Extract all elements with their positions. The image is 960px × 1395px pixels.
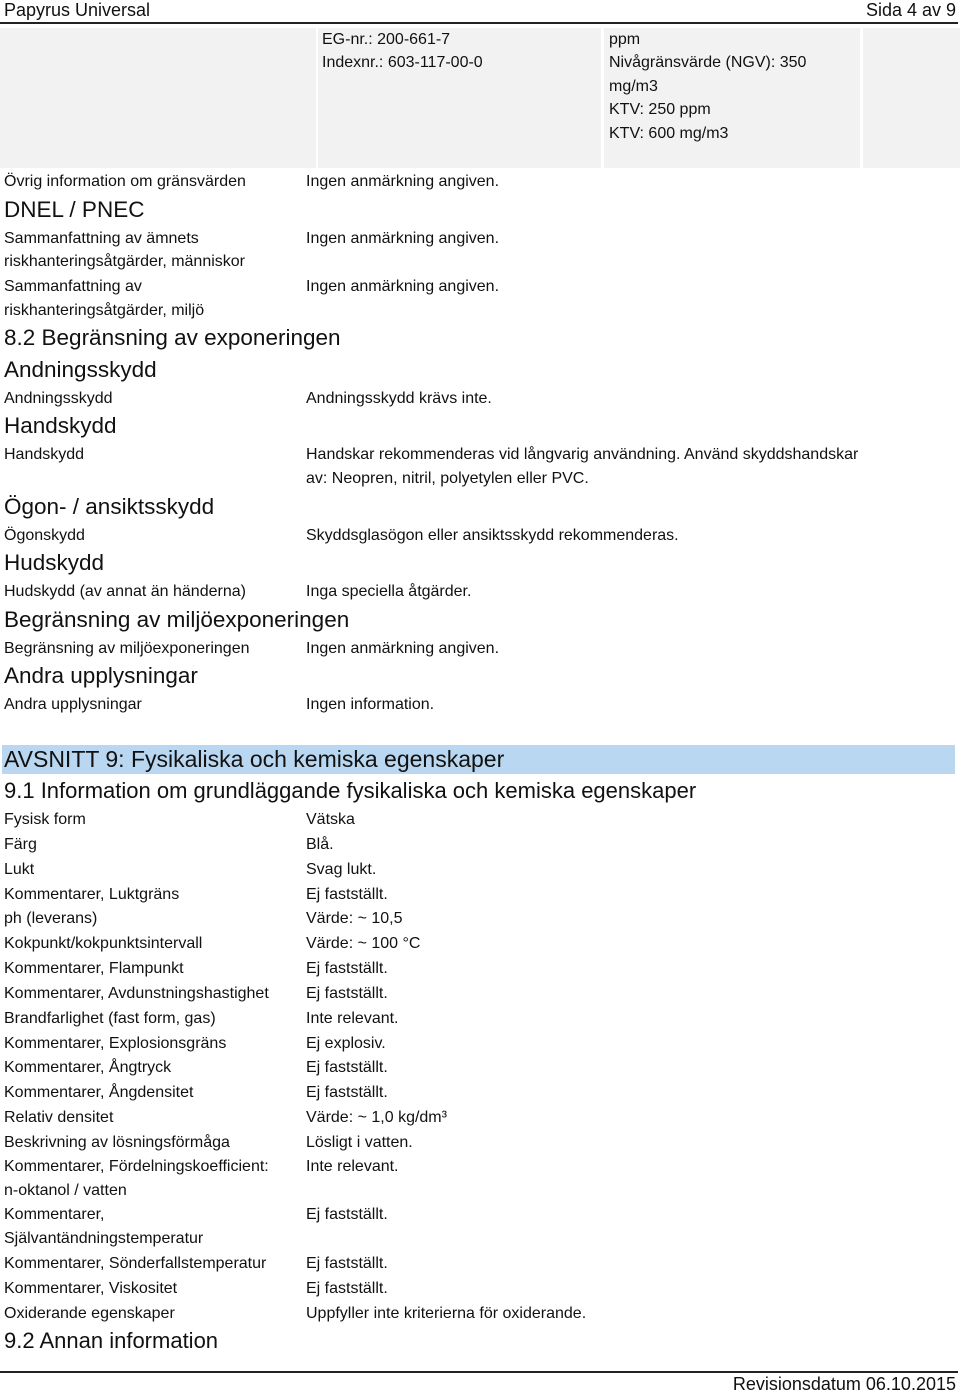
property-value: Blå. xyxy=(306,836,334,853)
property-label: Fysisk form xyxy=(4,811,86,828)
property-value: Uppfyller inte kriterierna för oxiderande. xyxy=(306,1305,587,1322)
property-label-cont: n-oktanol / vatten xyxy=(4,1182,127,1199)
property-value: Ej fastställt. xyxy=(306,1255,388,1272)
limit-line: KTV: 250 ppm xyxy=(609,101,711,118)
dnel-human-label-cont: riskhanteringsåtgärder, människor xyxy=(4,253,246,270)
property-label-cont: Självantändningstemperatur xyxy=(4,1230,204,1247)
property-value: Inte relevant. xyxy=(306,1010,399,1027)
limit-line: Nivågränsvärde (NGV): 350 xyxy=(609,54,807,71)
respiratory-label: Andningsskydd xyxy=(4,390,113,407)
skin-value: Inga speciella åtgärder. xyxy=(306,583,472,600)
env-exposure-heading: Begränsning av miljöexponeringen xyxy=(4,607,350,632)
hand-label: Handskydd xyxy=(4,446,85,463)
company-name: Papyrus Universal xyxy=(4,0,151,20)
dnel-env-value: Ingen anmärkning angiven. xyxy=(306,278,500,295)
property-value: Ej fastställt. xyxy=(306,1059,388,1076)
dnel-human-value: Ingen anmärkning angiven. xyxy=(306,230,500,247)
property-value: Svag lukt. xyxy=(306,861,377,878)
property-value: Vätska xyxy=(306,811,355,828)
page-number: Sida 4 av 9 xyxy=(865,0,956,20)
property-label: Beskrivning av lösningsförmåga xyxy=(4,1134,230,1151)
dnel-env-label: Sammanfattning av xyxy=(4,278,142,295)
property-label: Oxiderande egenskaper xyxy=(4,1305,175,1322)
header-divider xyxy=(0,22,958,24)
skin-label: Hudskydd (av annat än händerna) xyxy=(4,583,246,600)
section-9-1-heading: 9.1 Information om grundläggande fysikaliska och kemiska egenskaper xyxy=(4,778,697,803)
property-label: Kommentarer, Ångtryck xyxy=(4,1059,172,1076)
property-label: Relativ densitet xyxy=(4,1109,114,1126)
property-label: Kommentarer, xyxy=(4,1206,105,1223)
eye-label: Ögonskydd xyxy=(4,527,85,544)
property-value: Ej fastställt. xyxy=(306,1206,388,1223)
other-limits-value: Ingen anmärkning angiven. xyxy=(306,173,500,190)
section-8-2-heading: 8.2 Begränsning av exponeringen xyxy=(4,325,341,350)
limit-line: ppm xyxy=(609,31,641,48)
property-label: Färg xyxy=(4,836,37,853)
property-value: Värde: ~ 100 °C xyxy=(306,935,421,952)
limit-line: mg/m3 xyxy=(609,78,658,95)
property-value: Värde: ~ 10,5 xyxy=(306,910,403,927)
hand-value-cont: av: Neopren, nitril, polyetylen eller PVC. xyxy=(306,470,589,487)
env-exposure-value: Ingen anmärkning angiven. xyxy=(306,640,500,657)
other-info-value: Ingen information. xyxy=(306,696,435,713)
eye-heading: Ögon- / ansiktsskydd xyxy=(4,494,215,519)
property-label: Kokpunkt/kokpunktsintervall xyxy=(4,935,203,952)
skin-heading: Hudskydd xyxy=(4,550,105,575)
property-value: Ej fastställt. xyxy=(306,1280,388,1297)
property-label: Kommentarer, Avdunstningshastighet xyxy=(4,985,269,1002)
property-label: Lukt xyxy=(4,861,35,878)
hand-heading: Handskydd xyxy=(4,413,117,438)
other-info-label: Andra upplysningar xyxy=(4,696,142,713)
property-value: Ej fastställt. xyxy=(306,886,388,903)
property-value: Ej fastställt. xyxy=(306,960,388,977)
property-value: Ej fastställt. xyxy=(306,985,388,1002)
property-label: Kommentarer, Luktgräns xyxy=(4,886,180,903)
limit-line: KTV: 600 mg/m3 xyxy=(609,125,729,142)
property-value: Inte relevant. xyxy=(306,1158,399,1175)
dnel-env-label-cont: riskhanteringsåtgärder, miljö xyxy=(4,302,205,319)
property-value: Ej fastställt. xyxy=(306,1084,388,1101)
property-label: Kommentarer, Sönderfallstemperatur xyxy=(4,1255,267,1272)
other-limits-label: Övrig information om gränsvärden xyxy=(4,173,246,190)
property-label: ph (leverans) xyxy=(4,910,98,927)
hand-value: Handskar rekommenderas vid långvarig användning. Använd skyddshandskar xyxy=(306,446,859,463)
table-cell-substance xyxy=(0,28,316,168)
property-value: Lösligt i vatten. xyxy=(306,1134,413,1151)
dnel-human-label: Sammanfattning av ämnets xyxy=(4,230,199,247)
property-label: Kommentarer, Flampunkt xyxy=(4,960,184,977)
property-label: Kommentarer, Viskositet xyxy=(4,1280,178,1297)
ec-number: EG-nr.: 200-661-7 xyxy=(322,31,451,48)
section-9-2-heading: 9.2 Annan information xyxy=(4,1328,219,1353)
other-info-heading: Andra upplysningar xyxy=(4,663,198,688)
section-9-banner xyxy=(2,745,955,774)
eye-value: Skyddsglasögon eller ansiktsskydd rekommenderas. xyxy=(306,527,679,544)
revision-date: Revisionsdatum 06.10.2015 xyxy=(732,1374,956,1394)
footer-divider xyxy=(0,1371,958,1373)
index-number: Indexnr.: 603-117-00-0 xyxy=(322,54,483,71)
env-exposure-label: Begränsning av miljöexponeringen xyxy=(4,640,250,657)
respiratory-value: Andningsskydd krävs inte. xyxy=(306,390,492,407)
table-cell-extra xyxy=(863,28,960,168)
section-9-title: AVSNITT 9: Fysikaliska och kemiska egenskaper xyxy=(4,746,505,772)
property-value: Ej explosiv. xyxy=(306,1035,386,1052)
dnel-heading: DNEL / PNEC xyxy=(4,197,145,222)
property-label: Brandfarlighet (fast form, gas) xyxy=(4,1010,216,1027)
property-label: Kommentarer, Fördelningskoefficient: xyxy=(4,1158,269,1175)
property-label: Kommentarer, Ångdensitet xyxy=(4,1084,194,1101)
property-label: Kommentarer, Explosionsgräns xyxy=(4,1035,227,1052)
respiratory-heading: Andningsskydd xyxy=(4,357,157,382)
property-value: Värde: ~ 1,0 kg/dm³ xyxy=(306,1109,447,1126)
